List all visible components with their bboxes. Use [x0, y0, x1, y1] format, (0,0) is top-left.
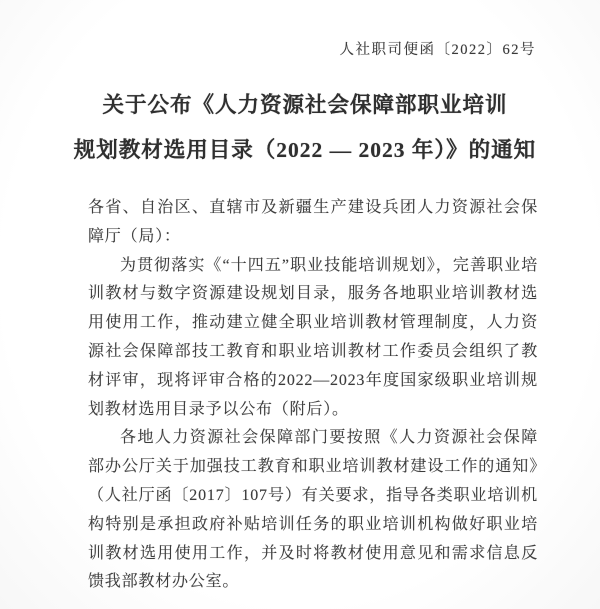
salutation: 各省、自治区、直辖市及新疆生产建设兵团人力资源社会保障厅（局）：: [88, 199, 538, 245]
body-paragraph-2: 各地人力资源社会保障部门要按照《人力资源社会保障部办公厅关于加强技工教育和职业培训教材建设工作的通知》（人社厅函〔2017〕107号）有关要求，指导各类职业培训机构特别是承担政府补贴培训任务的职业培训机构做好职业培训教材选用使用工作，并及时将教材使用意见和需求信息反馈我部教材办公室。: [88, 429, 538, 591]
body-paragraph-1: 为贯彻落实《“十四五”职业技能培训规划》，完善职业培训教材与数字资源建设规划目录，服务各地职业培训教材选用使用工作，推动建立健全职业培训教材管理制度，人力资源社会保障部技工教育和职业培训教材工作委员会组织了教材评审，现将评审合格的2022—2023年度国家级职业培训规划教材选用目录予以公布（附后）。: [88, 256, 538, 418]
doc-title-line-1: 关于公布《人力资源社会保障部职业培训: [102, 93, 508, 117]
doc-body: [88, 194, 538, 597]
doc-number: 人社职司便函〔2022〕62号: [339, 42, 536, 58]
doc-title-line-2: 规划教材选用目录（2022 — 2023 年）》的通知: [73, 138, 537, 162]
doc-title: [70, 83, 540, 173]
